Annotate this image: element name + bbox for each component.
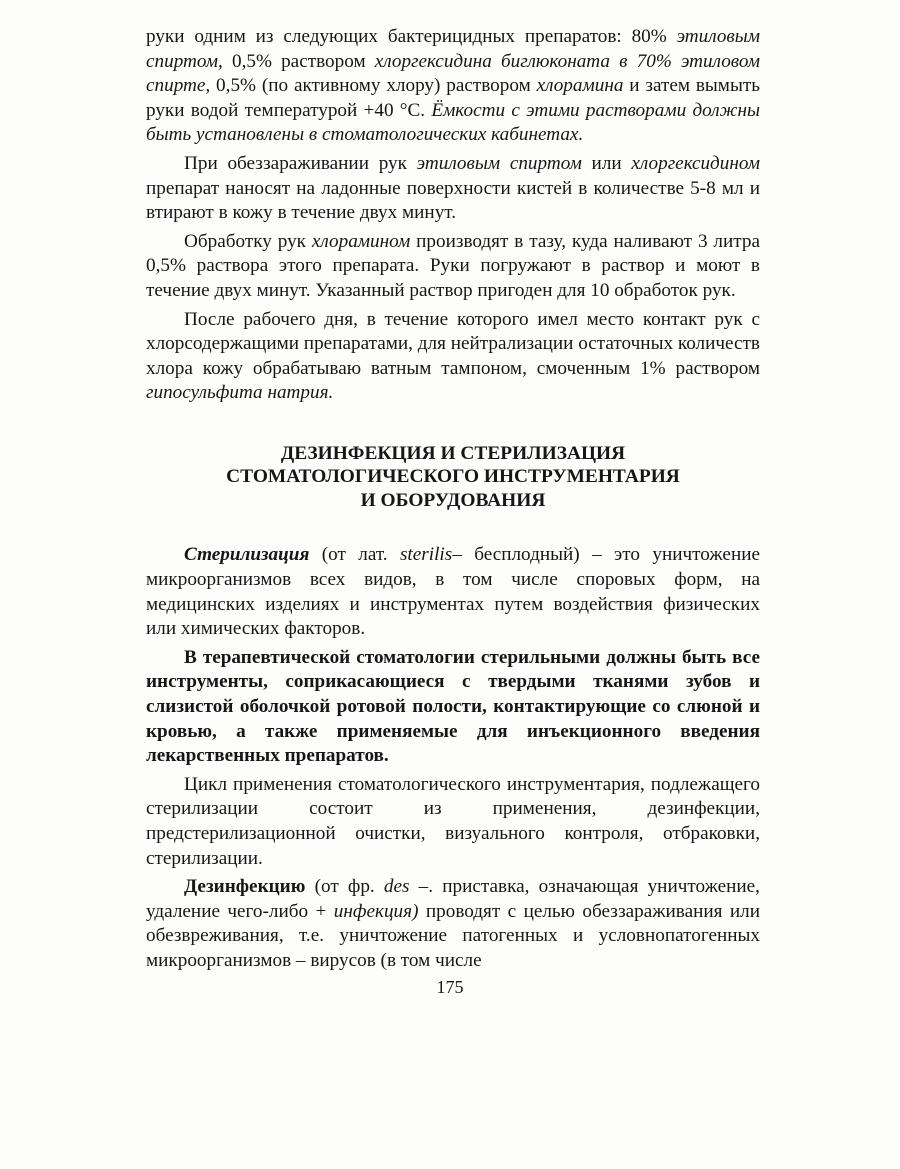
text-run: Обработку рук bbox=[184, 230, 312, 252]
french-word: des bbox=[383, 876, 410, 898]
paragraph-sterilization-definition bbox=[146, 543, 760, 641]
italic-term: гипосульфита натрия. bbox=[146, 382, 334, 404]
italic-term: хлорамином bbox=[311, 230, 411, 252]
text-run: и затем вымыть руки водой температурой +40 °С. bbox=[146, 75, 760, 121]
text-run: производят в тазу, куда наливают 3 литра 0,5% раствора этого препарата. Руки погружают в раствор и моют в течение двух минут. Указанный раствор пригоден для 10 обработок рук. bbox=[146, 230, 760, 301]
italic-term: инфекция) bbox=[333, 900, 419, 922]
text-run: препарат наносят на ладонные поверхности кистей в количестве 5-8 мл и втирают в кожу в течение двух минут. bbox=[146, 177, 760, 224]
text-run: –. приставка, означающая уничтожение, удаление чего-либо + bbox=[146, 876, 760, 922]
heading-line: И ОБОРУДОВАНИЯ bbox=[360, 489, 546, 511]
text-run: (от фр. bbox=[305, 876, 384, 898]
text-run: (от лат. bbox=[309, 544, 400, 566]
paragraph-chlorine-neutralization bbox=[146, 308, 760, 406]
latin-word: sterilis bbox=[399, 544, 453, 566]
text-run: 0,5% (по активному хлору) раствором bbox=[210, 75, 537, 97]
italic-term: хлоргексидина биглюконата в 70% этиловом спирте, bbox=[146, 50, 760, 97]
text-run: проводят с целью обеззараживания или обезвреживания, т.е. уничтожение патогенных и условнопатогенных микроорганизмов – вирусов (в том числе bbox=[146, 900, 760, 971]
italic-term: хлорамина bbox=[536, 75, 624, 97]
italic-term: хлоргексидином bbox=[631, 152, 760, 174]
text-run: При обеззараживании рук bbox=[184, 152, 417, 174]
page-number: 175 bbox=[436, 977, 464, 997]
paragraph-chloramine-treatment bbox=[146, 230, 760, 304]
page-body bbox=[146, 25, 760, 974]
text-run: – бесплодный) – это уничтожение микроорганизмов всех видов, в том числе споровых форм, на медицинских изделиях и инструментах путем воздействия физических или химических факторов. bbox=[146, 544, 760, 640]
text-run: руки одним из следующих бактерицидных препаратов: 80% bbox=[146, 26, 677, 47]
paragraph-sterile-instruments-rule bbox=[146, 646, 760, 769]
text-run: В терапевтической стоматологии стерильными должны быть все инструменты, соприкасающиеся с твердыми тканями зубов и слизистой оболочкой ротовой полости, контактирующие со слюной и кровью, а также применяемые для инъекционного введения лекарственных препаратов. bbox=[146, 646, 760, 767]
defined-term: Дезинфекцию bbox=[184, 876, 306, 898]
paragraph-disinfection-definition bbox=[146, 875, 760, 973]
heading-line: СТОМАТОЛОГИЧЕСКОГО ИНСТРУМЕНТАРИЯ bbox=[226, 466, 680, 488]
text-run: или bbox=[581, 152, 632, 174]
paragraph-hand-antiseptics bbox=[146, 25, 760, 148]
italic-term: этиловым спиртом, bbox=[146, 26, 760, 72]
defined-term: Стерилизация bbox=[184, 544, 310, 566]
italic-sentence: Ёмкости с этими растворами должны быть установлены в стоматологических кабинетах. bbox=[146, 99, 760, 146]
section-heading bbox=[146, 442, 760, 513]
text-run: Цикл применения стоматологического инструментария, подлежащего стерилизации состоит из применения, дезинфекции, предстерилизационной очистки, визуального контроля, отбраковки, стерилизации. bbox=[146, 773, 760, 869]
text-run: 0,5% раствором bbox=[222, 50, 375, 72]
italic-term: этиловым спиртом bbox=[416, 152, 582, 174]
text-run: После рабочего дня, в течение которого имел место контакт рук с хлорсодержащими препаратами, для нейтрализации остаточных количеств хлора кожу обрабатываю ватным тампоном, смоченным 1% раствором bbox=[146, 308, 760, 379]
paragraph-spirit-treatment bbox=[146, 152, 760, 226]
paragraph-instrument-cycle bbox=[146, 773, 760, 871]
heading-line: ДЕЗИНФЕКЦИЯ И СТЕРИЛИЗАЦИЯ bbox=[280, 442, 626, 464]
